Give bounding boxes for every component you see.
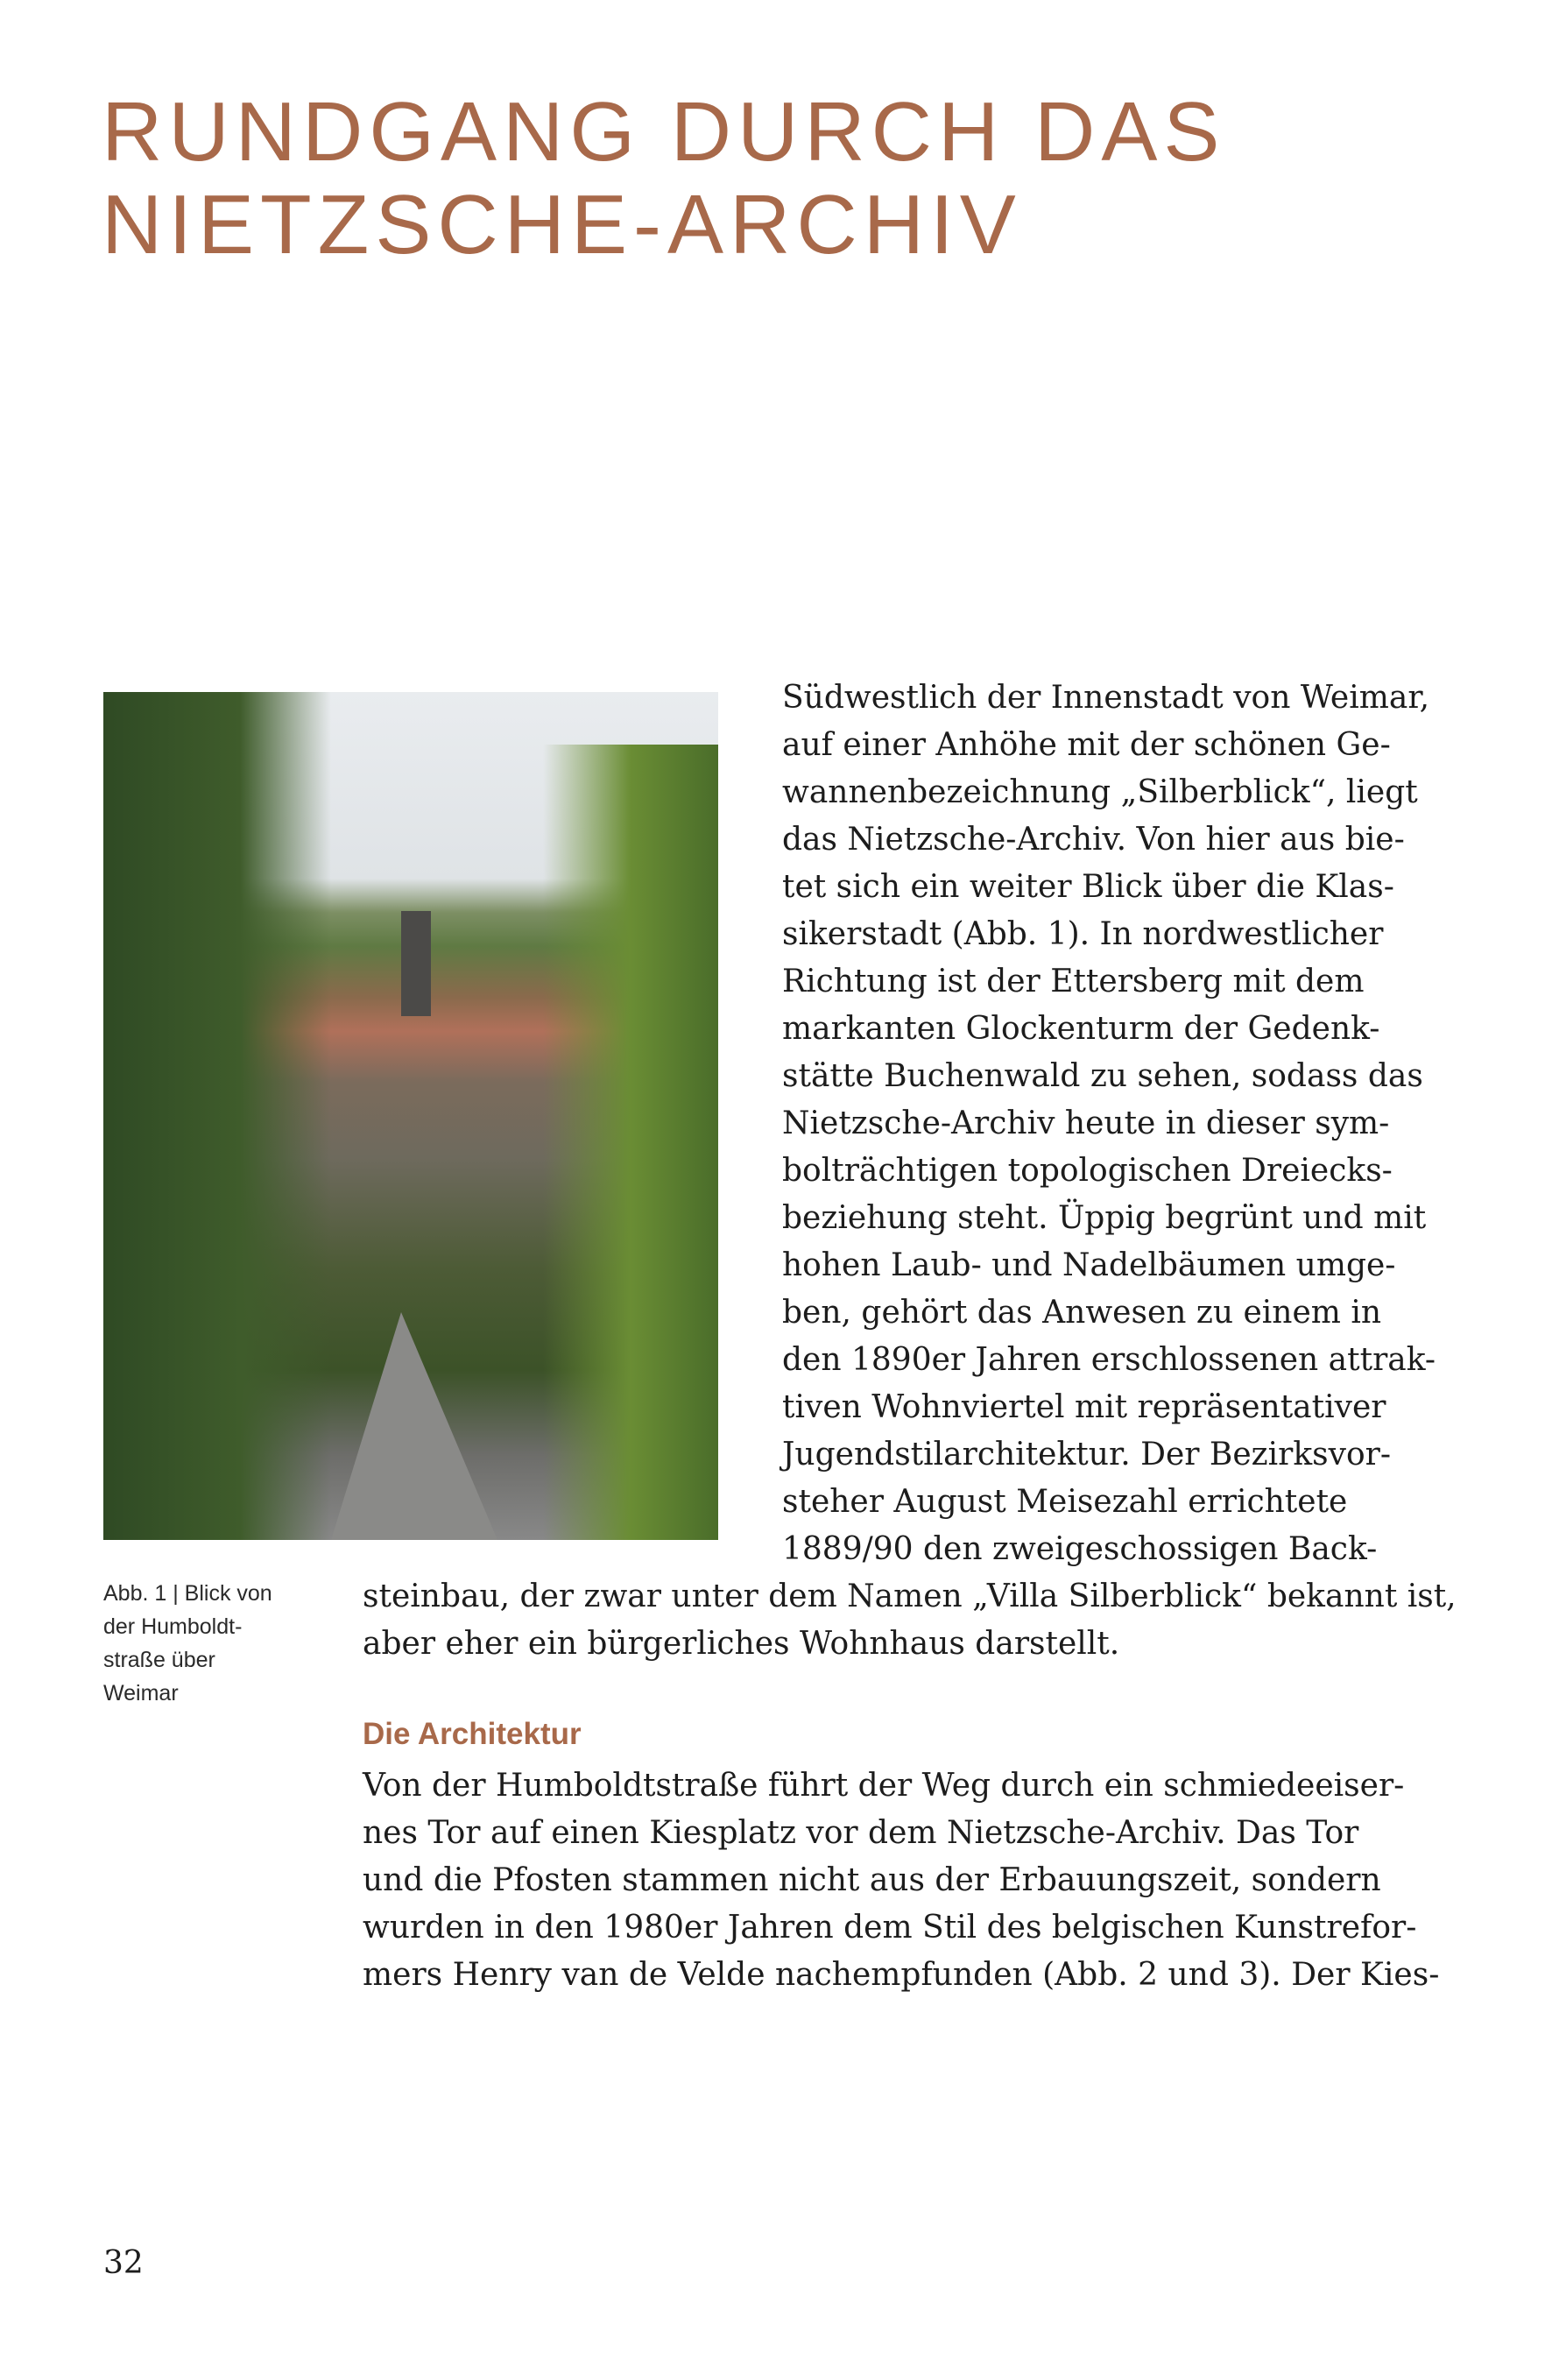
- text-line: beziehung steht. Üppig begrünt und mit: [782, 1200, 1427, 1236]
- text-line: 1889/90 den zweigeschossigen Back-: [782, 1531, 1378, 1567]
- text-line: Richtung ist der Ettersberg mit dem: [782, 964, 1365, 999]
- text-line: tet sich ein weiter Blick über die Klas-: [782, 869, 1394, 905]
- page-number: 32: [103, 2245, 144, 2281]
- text-line: wannenbezeichnung „Silberblick“, liegt: [782, 774, 1418, 810]
- text-line: und die Pfosten stammen nicht aus der Erbauungszeit, sondern: [363, 1862, 1381, 1898]
- figure-photo-weimar-street: [103, 692, 718, 1540]
- text-line: markanten Glockenturm der Gedenk-: [782, 1011, 1380, 1047]
- text-line: Von der Humboldtstraße führt der Weg durch ein schmiedeeiser-: [363, 1768, 1405, 1804]
- caption-line: Abb. 1 | Blick von: [103, 1581, 272, 1606]
- caption-line: Weimar: [103, 1681, 179, 1706]
- text-line: den 1890er Jahren erschlossenen attrak-: [782, 1342, 1436, 1378]
- text-line: steinbau, der zwar unter dem Namen „Villa Silberblick“ bekannt ist,: [363, 1578, 1457, 1614]
- text-line: Jugendstilarchitektur. Der Bezirksvor-: [782, 1437, 1392, 1472]
- photo-church-tower: [401, 911, 431, 1016]
- text-line: auf einer Anhöhe mit der schönen Ge-: [782, 727, 1391, 763]
- text-line: wurden in den 1980er Jahren dem Stil des belgischen Kunstrefor-: [363, 1910, 1417, 1946]
- photo-trees-left: [103, 692, 331, 1540]
- caption-line: der Humboldt-: [103, 1614, 243, 1639]
- text-line: stätte Buchenwald zu sehen, sodass das: [782, 1058, 1423, 1094]
- text-line: tiven Wohnviertel mit repräsentativer: [782, 1389, 1386, 1425]
- text-line: hohen Laub- und Nadelbäumen umge-: [782, 1247, 1396, 1283]
- text-line: aber eher ein bürgerliches Wohnhaus darstellt.: [363, 1626, 1120, 1662]
- page-title: [102, 86, 1225, 272]
- text-line: Südwestlich der Innenstadt von Weimar,: [782, 680, 1430, 716]
- text-line: das Nietzsche-Archiv. Von hier aus bie-: [782, 822, 1405, 858]
- photo-trees-right: [543, 745, 718, 1540]
- text-line: Nietzsche-Archiv heute in dieser sym-: [782, 1105, 1390, 1141]
- text-line: bolträchtigen topologischen Dreiecks-: [782, 1153, 1393, 1189]
- text-line: mers Henry van de Velde nachempfunden (Abb. 2 und 3). Der Kies-: [363, 1957, 1440, 1993]
- figure-caption: [103, 1577, 272, 1710]
- photo-road: [331, 1312, 497, 1540]
- section-heading: Die Architektur: [363, 1717, 582, 1751]
- text-line: nes Tor auf einen Kiesplatz vor dem Nietzsche-Archiv. Das Tor: [363, 1815, 1359, 1851]
- text-line: sikerstadt (Abb. 1). In nordwestlicher: [782, 916, 1384, 952]
- text-line: steher August Meisezahl errichtete: [782, 1484, 1348, 1520]
- title-line-2: NIETZSCHE-ARCHIV: [102, 178, 1022, 272]
- text-line: ben, gehört das Anwesen zu einem in: [782, 1295, 1382, 1331]
- title-line-1: RUNDGANG DURCH DAS: [102, 85, 1226, 179]
- caption-line: straße über: [103, 1648, 215, 1672]
